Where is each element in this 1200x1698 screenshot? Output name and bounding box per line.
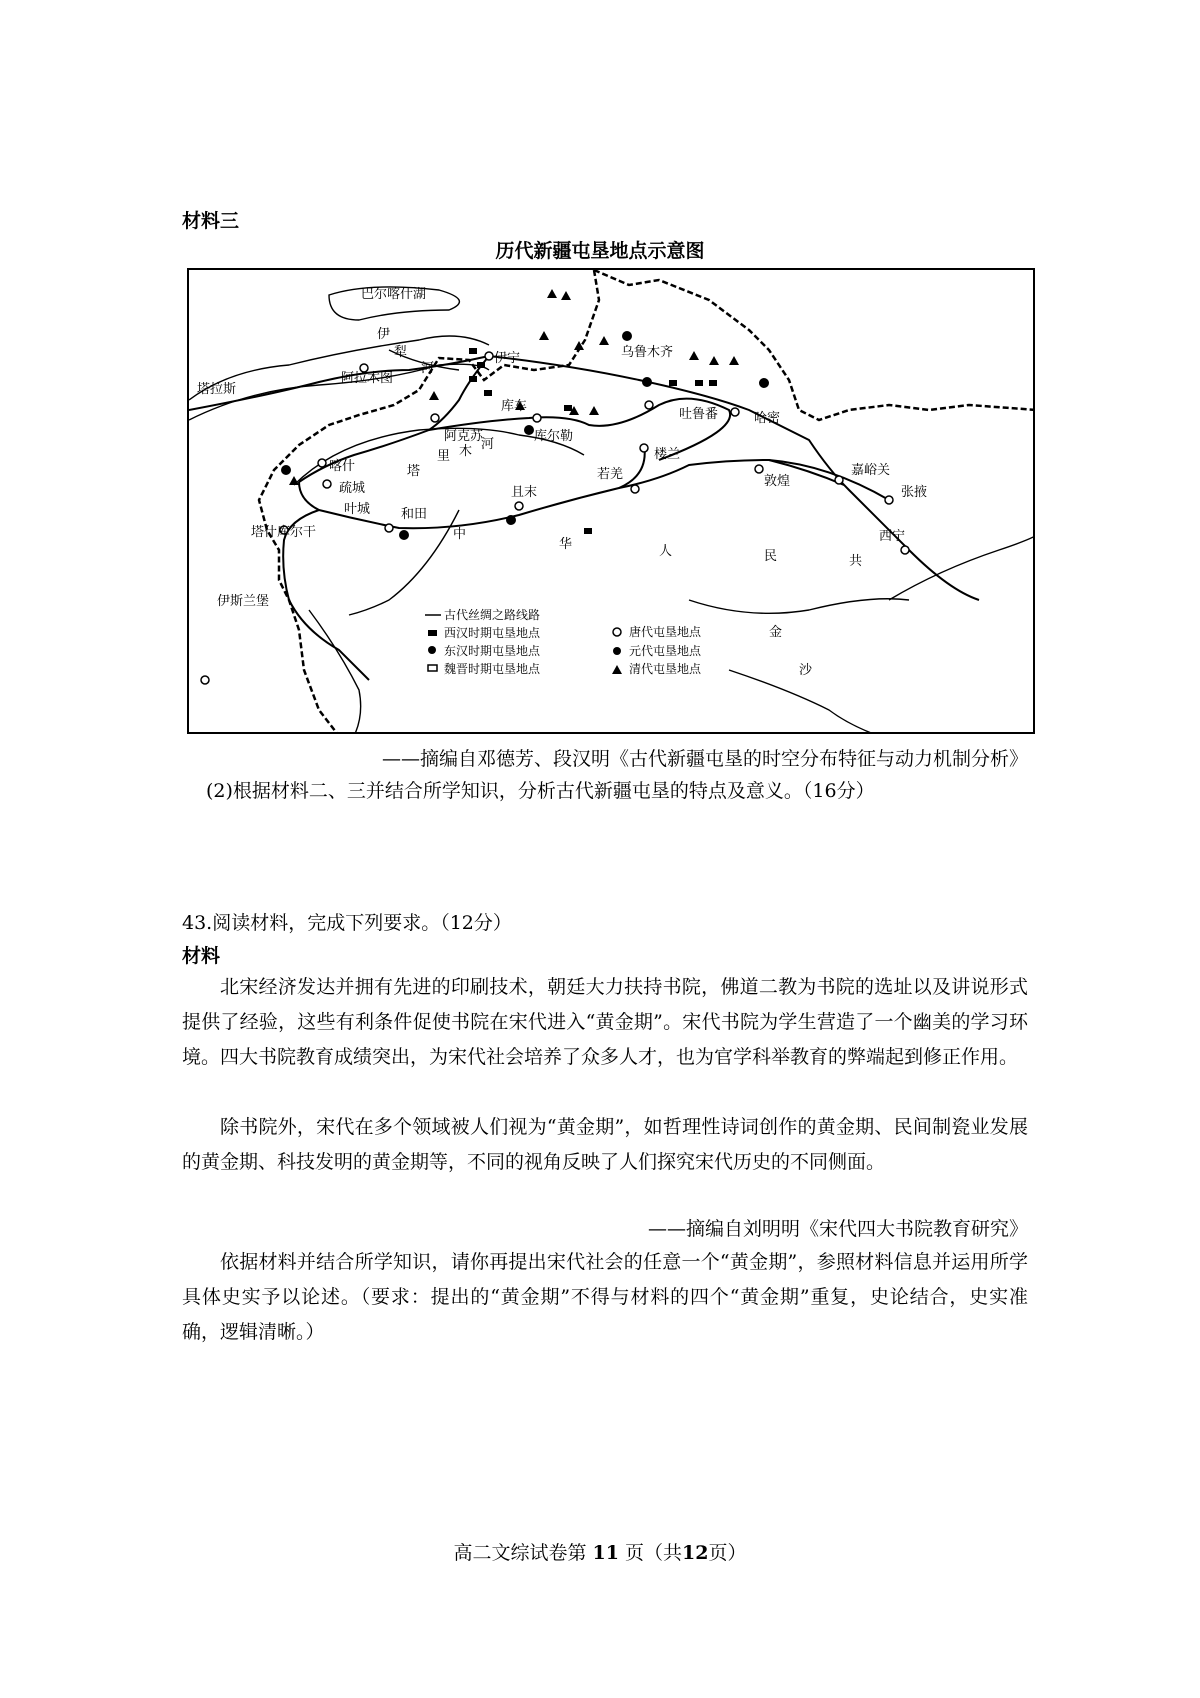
material-three-heading: 材料三 bbox=[182, 210, 240, 232]
label-hua: 华 bbox=[559, 537, 573, 552]
legend-qing-swatch bbox=[612, 665, 622, 674]
label-min: 民 bbox=[764, 549, 778, 564]
label-jin: 金 bbox=[769, 625, 783, 640]
label-akesu: 阿克苏 bbox=[444, 429, 484, 444]
label-gong: 共 bbox=[849, 554, 863, 569]
label-he2: 河 bbox=[481, 437, 495, 452]
label-jiayuguan: 嘉峪关 bbox=[851, 463, 891, 478]
legend-yuan: 元代屯垦地点 bbox=[629, 644, 702, 658]
legend-eastern-han: 东汉时期屯垦地点 bbox=[444, 644, 541, 658]
legend-silk-road: 古代丝绸之路线路 bbox=[444, 608, 541, 622]
label-kashi: 喀什 bbox=[329, 459, 356, 474]
footer-middle: 页（共 bbox=[625, 1542, 683, 1564]
label-ta: 塔 bbox=[407, 464, 421, 479]
legend-western-han: 西汉时期屯垦地点 bbox=[444, 626, 541, 640]
label-hetian: 和田 bbox=[401, 507, 428, 522]
question-43-title: 43.阅读材料，完成下列要求。（12分） bbox=[182, 912, 512, 934]
label-dunhuang: 敦煌 bbox=[764, 474, 791, 489]
material-source-citation: ——摘编自刘明明《宋代四大书院教育研究》 bbox=[647, 1218, 1028, 1240]
label-yecheng: 叶城 bbox=[344, 502, 371, 517]
map-title: 历代新疆屯垦地点示意图 bbox=[495, 240, 705, 262]
legend-western-han-swatch bbox=[428, 630, 437, 636]
label-yisilanbao: 伊斯兰堡 bbox=[217, 594, 270, 609]
footer-total-pages: 12 bbox=[682, 1542, 709, 1564]
city-markers bbox=[201, 352, 909, 684]
label-li2: 里 bbox=[437, 449, 451, 464]
map-legend bbox=[425, 607, 702, 676]
footer-suffix: 页） bbox=[708, 1542, 747, 1564]
legend-yuan-swatch bbox=[613, 647, 621, 655]
label-tashikuergan: 塔什库尔干 bbox=[251, 525, 317, 540]
label-li: 犁 bbox=[394, 345, 408, 360]
legend-qing: 清代屯垦地点 bbox=[629, 662, 702, 676]
label-he: 河 bbox=[421, 361, 435, 376]
map-source-citation: ——摘编自邓德芳、段汉明《古代新疆屯垦的时空分布特征与动力机制分析》 bbox=[381, 748, 1028, 770]
question-2: (2)根据材料二、三并结合所学知识，分析古代新疆屯垦的特点及意义。（16分） bbox=[206, 780, 875, 802]
legend-wei-jin: 魏晋时期屯垦地点 bbox=[444, 662, 541, 676]
label-ren: 人 bbox=[659, 544, 673, 559]
material-heading: 材料 bbox=[182, 945, 221, 967]
label-baerkashi-lake: 巴尔喀什湖 bbox=[361, 287, 427, 302]
label-wulumuqi: 乌鲁木齐 bbox=[621, 345, 674, 360]
material-paragraph-2: 除书院外，宋代在多个领域被人们视为“黄金期”，如哲理性诗词创作的黄金期、民间制瓷业发展的黄金期、科技发明的黄金期等，不同的视角反映了人们探究宋代历史的不同侧面。 bbox=[182, 1116, 1028, 1173]
label-alamutu: 阿拉木图 bbox=[341, 371, 394, 386]
label-zhangye: 张掖 bbox=[901, 485, 928, 500]
page-footer bbox=[0, 1538, 1200, 1565]
legend-eastern-han-swatch bbox=[428, 646, 436, 654]
label-ruoqiang: 若羌 bbox=[597, 467, 624, 482]
label-qiemo: 且末 bbox=[511, 485, 538, 500]
place-labels bbox=[197, 286, 927, 678]
label-sha: 沙 bbox=[799, 663, 813, 678]
label-xining: 西宁 bbox=[879, 529, 906, 544]
label-zhong: 中 bbox=[453, 527, 467, 542]
footer-page-number: 11 bbox=[592, 1542, 619, 1564]
material-paragraph-1: 北宋经济发达并拥有先进的印刷技术，朝廷大力扶持书院，佛道二教为书院的选址以及讲说形式提供了经验，这些有利条件促使书院在宋代进入“黄金期”。宋代书院为学生营造了一个幽美的学习环境。四大书院教育成绩突出，为宋代社会培养了众多人才，也为官学科举教育的弊端起到修正作用。 bbox=[182, 976, 1028, 1068]
map-drawing bbox=[189, 270, 1035, 734]
footer-prefix: 高二文综试卷第 bbox=[453, 1542, 587, 1564]
label-tarasi: 塔拉斯 bbox=[197, 382, 237, 397]
label-mu: 木 bbox=[459, 444, 473, 459]
legend-wei-jin-swatch bbox=[428, 665, 437, 671]
label-kuerle: 库尔勒 bbox=[534, 429, 574, 444]
label-yi: 伊 bbox=[377, 327, 391, 342]
question-43-prompt: 依据材料并结合所学知识，请你再提出宋代社会的任意一个“黄金期”，参照材料信息并运用所学具体史实予以论述。（要求：提出的“黄金期”不得与材料的四个“黄金期”重复，史论结合，史实准确，逻辑清晰。） bbox=[182, 1251, 1028, 1343]
label-kuche: 库车 bbox=[501, 399, 528, 414]
label-hami: 哈密 bbox=[754, 411, 781, 426]
silk-road-routes bbox=[189, 356, 979, 680]
legend-tang: 唐代屯垦地点 bbox=[629, 625, 702, 639]
legend-tang-swatch bbox=[613, 628, 621, 636]
label-tulufan: 吐鲁番 bbox=[679, 407, 719, 422]
xinjiang-tuntian-map bbox=[187, 268, 1035, 734]
label-shucheng: 疏城 bbox=[339, 481, 366, 496]
label-yining: 伊宁 bbox=[494, 351, 521, 366]
label-loulan: 楼兰 bbox=[654, 447, 681, 462]
